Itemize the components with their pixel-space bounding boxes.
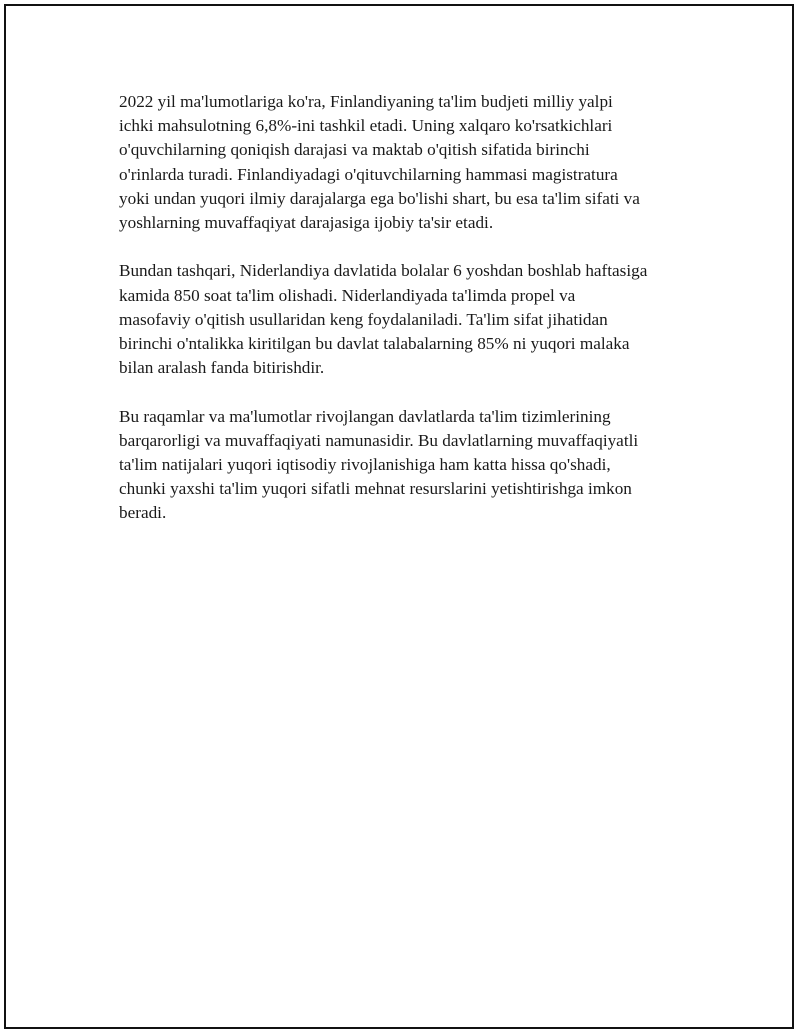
paragraph-conclusion: Bu raqamlar va ma'lumotlar rivojlangan davlatlarda ta'lim tizimlerining barqarorligi va muvaffaqiyati namunasidir. Bu davlatlarning muvaffaqiyatli ta'lim natijalari yuqori iqtisodiy rivojlanishiga ham katta hissa qo'shadi, chunki yaxshi ta'lim yuqori sifatli mehnat resurslarini yetishtirishga imkon beradi. bbox=[119, 406, 639, 523]
paragraph-finland: 2022 yil ma'lumotlariga ko'ra, Finlandiyaning ta'lim budjeti milliy yalpi ichki mahsulotning 6,8%-ini tashkil etadi. Uning xalqaro ko'rsatkichlari o'quvchilarning qoniqish darajasi va maktab o'qitish sifatida birinchi o'rinlarda turadi. Finlandiyadagi o'qituvchilarning hammasi magistratura yoki undan yuqori ilmiy darajalarga ega bo'lishi shart, bu esa ta'lim sifati va yoshlarning muvaffaqiyat darajasiga ijobiy ta'sir etadi. bbox=[119, 92, 640, 233]
paragraph-netherlands: Bundan tashqari, Niderlandiya davlatida bolalar 6 yoshdan boshlab haftasiga kamida 850 soat ta'lim olishadi. Niderlandiyada ta'limda propel va masofaviy o'qitish usullaridan keng foydalaniladi. Ta'lim sifat jihatidan birinchi o'ntalikka kiritilgan bu davlat talabalarning 85% ni yuqori malaka bilan aralash fanda bitirishdir. bbox=[119, 261, 648, 378]
document-body bbox=[119, 90, 699, 550]
document-page bbox=[4, 4, 794, 1029]
